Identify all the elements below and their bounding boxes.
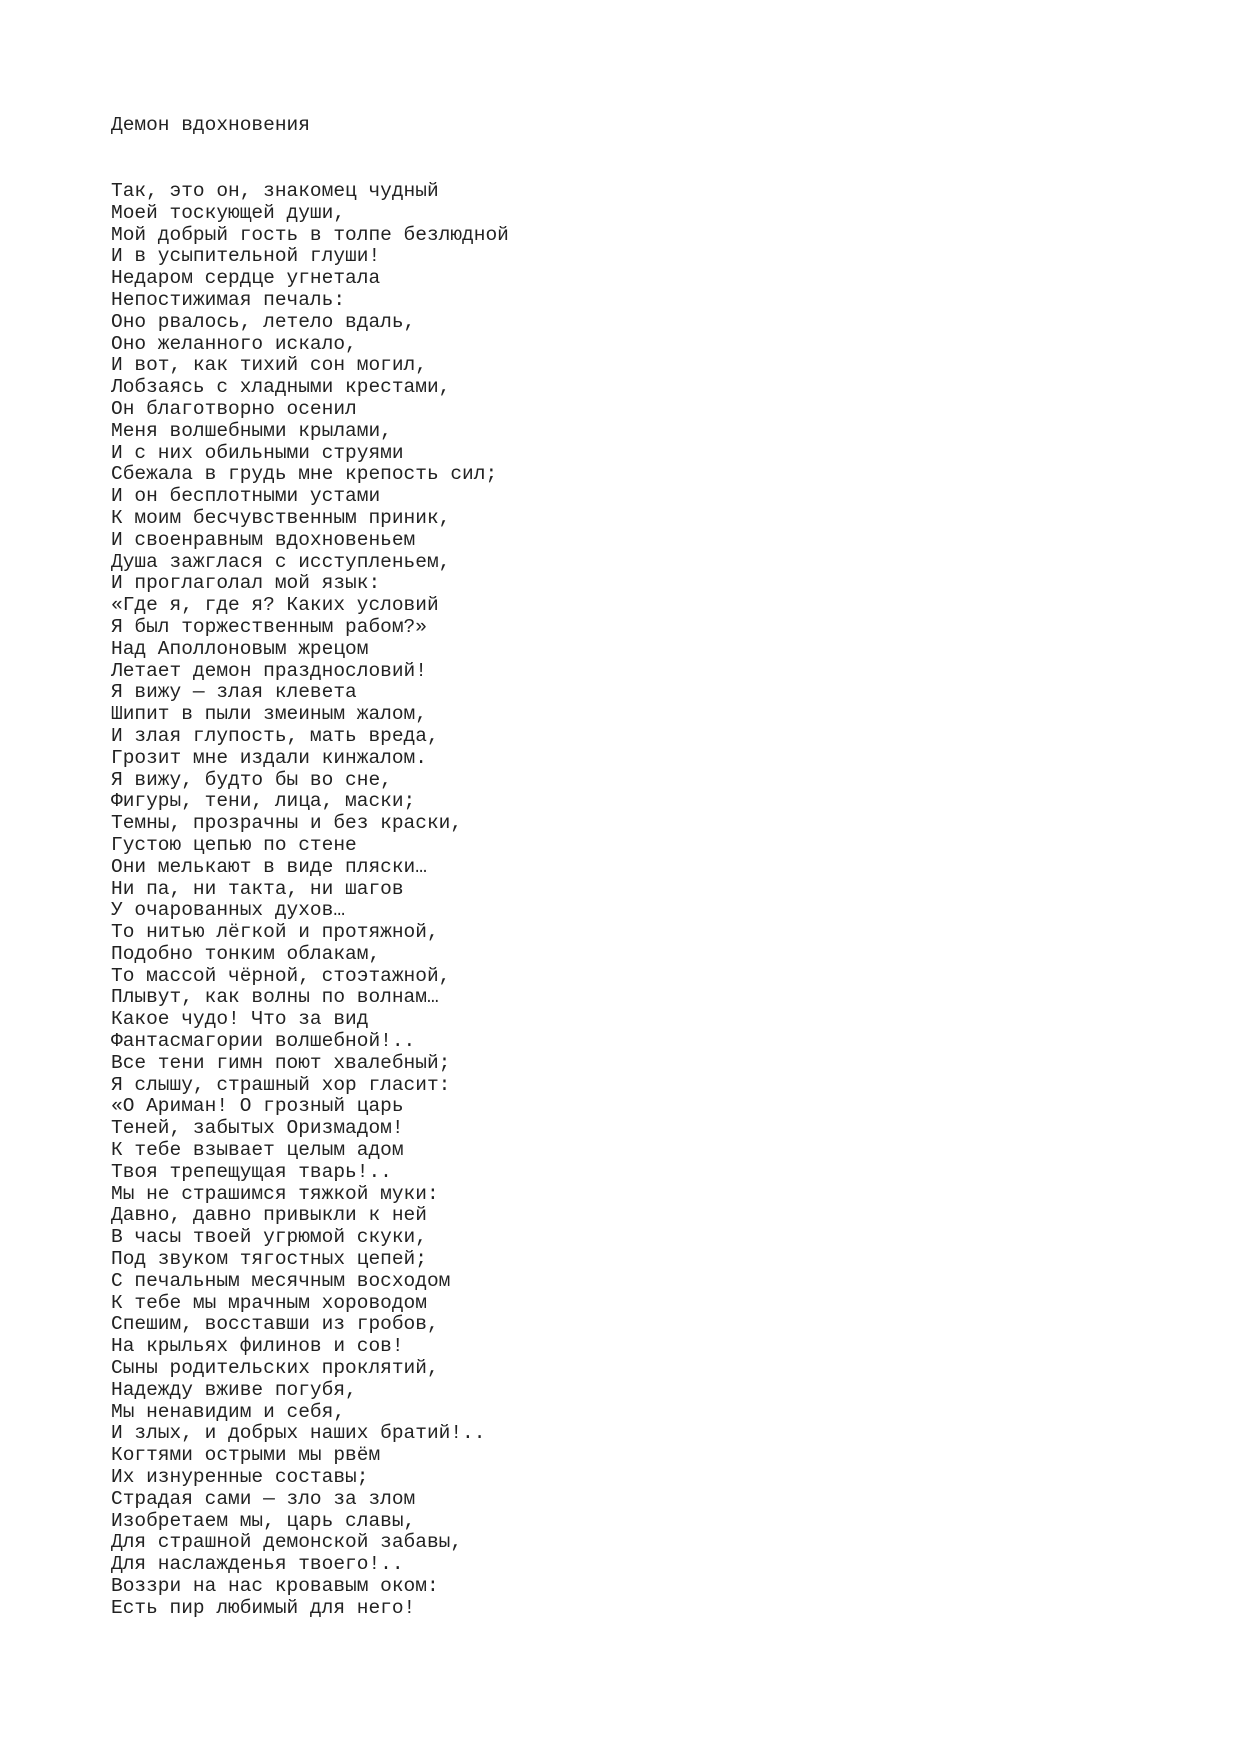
poem-line: Я слышу, страшный хор гласит: (111, 1073, 451, 1096)
poem-line: Так, это он, знакомец чудный (111, 180, 439, 202)
poem-line: Я был торжественным рабом?» (111, 615, 427, 638)
poem-line: Для страшной демонской забавы, (111, 1531, 463, 1554)
poem-line: Какое чудо! Что за вид (111, 1008, 369, 1031)
poem-line: Изобретаем мы, царь славы, (111, 1509, 416, 1532)
poem-line: И с них обильными струями (111, 441, 404, 464)
poem-line: Спешим, восставши из гробов, (111, 1313, 439, 1336)
poem-line: И в усыпительной глуши! (111, 245, 381, 268)
poem-line: И злых, и добрых наших братий!.. (111, 1422, 486, 1445)
poem-line: Давно, давно привыкли к ней (111, 1204, 427, 1227)
poem-line: Сбежала в грудь мне крепость сил; (111, 463, 498, 486)
poem-line: У очарованных духов… (111, 899, 346, 922)
poem-line: И проглаголал мой язык: (111, 572, 381, 595)
poem-line: В часы твоей угрюмой скуки, (111, 1226, 427, 1249)
poem-line: Недаром сердце угнетала (111, 267, 381, 290)
poem-line: Фантасмагории волшебной!.. (111, 1030, 416, 1053)
poem-line: Над Аполлоновым жрецом (111, 637, 369, 660)
poem-body (111, 181, 509, 1620)
poem-line: Лобзаясь с хладными крестами, (111, 376, 451, 399)
poem-line: Меня волшебными крылами, (111, 419, 392, 442)
poem-line: Ни па, ни такта, ни шагов (111, 877, 404, 900)
poem-line: И своенравным вдохновеньем (111, 528, 416, 551)
poem-line: Все тени гимн поют хвалебный; (111, 1051, 451, 1074)
poem-line: С печальным месячным восходом (111, 1269, 451, 1292)
poem-line: Я вижу, будто бы во сне, (111, 768, 392, 791)
poem-line: Есть пир любимый для него! (111, 1596, 416, 1619)
poem-line: Теней, забытых Оризмадом! (111, 1117, 404, 1140)
poem-line: Фигуры, тени, лица, маски; (111, 790, 416, 813)
poem-line: Мы ненавидим и себя, (111, 1400, 346, 1423)
poem-line: Плывут, как волны по волнам… (111, 986, 439, 1009)
poem-line: Моей тоскующей души, (111, 201, 346, 224)
poem-line: Их изнуренные составы; (111, 1466, 369, 1489)
poem-line: Летает демон празднословий! (111, 659, 427, 682)
poem-line: Подобно тонким облакам, (111, 942, 381, 965)
poem-line: Он благотворно осенил (111, 397, 357, 420)
poem-line: На крыльях филинов и сов! (111, 1335, 404, 1358)
poem-line: Темны, прозрачны и без краски, (111, 812, 463, 835)
poem-line: Душа зажглася с исступленьем, (111, 550, 451, 573)
poem-line: Оно рвалось, летело вдаль, (111, 310, 416, 333)
poem-title: Демон вдохновения (111, 114, 310, 136)
poem-line: Твоя трепещущая тварь!.. (111, 1160, 392, 1183)
poem-line: И он бесплотными устами (111, 485, 381, 508)
poem-line: К тебе мы мрачным хороводом (111, 1291, 427, 1314)
poem-line: К моим бесчувственным приник, (111, 506, 451, 529)
poem-line: Сыны родительских проклятий, (111, 1357, 439, 1380)
poem-line: Надежду вживе погубя, (111, 1378, 357, 1401)
poem-line: Оно желанного искало, (111, 332, 357, 355)
poem-line: Для наслажденья твоего!.. (111, 1553, 404, 1576)
poem-line: То массой чёрной, стоэтажной, (111, 964, 451, 987)
poem-line: К тебе взывает целым адом (111, 1139, 404, 1162)
poem-line: И вот, как тихий сон могил, (111, 354, 427, 377)
poem-line: Шипит в пыли змеиным жалом, (111, 703, 427, 726)
poem-line: Когтями острыми мы рвём (111, 1444, 381, 1467)
poem-line: «Где я, где я? Каких условий (111, 594, 439, 617)
poem-line: Густою цепью по стене (111, 833, 357, 856)
poem-line: Страдая сами — зло за злом (111, 1487, 416, 1510)
poem-line: То нитью лёгкой и протяжной, (111, 921, 439, 944)
poem-line: Непостижимая печаль: (111, 288, 346, 311)
poem-line: Под звуком тягостных цепей; (111, 1248, 427, 1271)
poem-line: Они мелькают в виде пляски… (111, 855, 427, 878)
poem-line: Воззри на нас кровавым оком: (111, 1575, 439, 1597)
poem-line: Грозит мне издали кинжалом. (111, 746, 427, 769)
poem-line: Мой добрый гость в толпе безлюдной (111, 223, 509, 246)
poem-line: «О Ариман! О грозный царь (111, 1095, 404, 1118)
poem-line: И злая глупость, мать вреда, (111, 724, 439, 747)
poem-line: Я вижу — злая клевета (111, 681, 357, 704)
poem-line: Мы не страшимся тяжкой муки: (111, 1182, 439, 1205)
